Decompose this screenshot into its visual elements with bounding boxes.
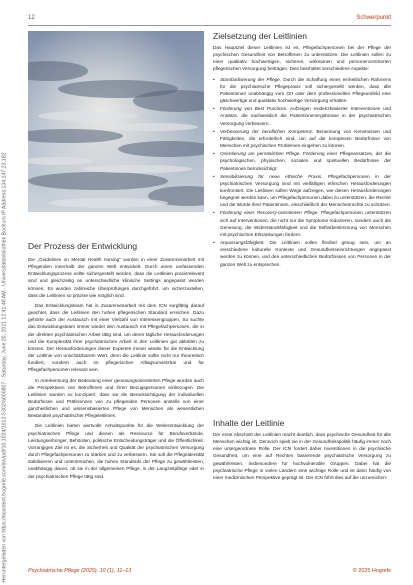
list-item — [213, 173, 391, 209]
paragraph: Der erste Abschnitt der Leitlinien macht deutlich, dass psychische Gesundheit für alle Menschen wichtig ist. Dennoch spielt sie in der Gesundheitspolitik häufig immer noch eine untergeordnete Rolle. Der ICN fordert daher Investitionen in die psychische Gesundheit, um eine auf Rechten basierende psychiatrische Versorgung zu gewährleisten, insbesondere für hochvulnerable Gruppen. Dabei hat die psychiatrische Pflege in vielen Ländern eine wichtige Rolle und ist dann häufig von einer medizinischen Perspektive geprägt ist. Der ICN führt dies auf die unzureichen- — [213, 432, 391, 480]
right-column-text — [213, 44, 391, 269]
list-item — [213, 150, 391, 171]
paragraph: Das Hauptziel dieser Leitlinien ist es, Pflegefachpersonen bei der Pflege der psychischen Gesundheit von Betroffenen zu unterstützen. Die Leitlinien sollen zu einer qualitativ hochwertigen, sicheren, wirksamen und personenzentrierten pflegerischen Versorgung beitragen. Dies beinhaltet verschiedene Aspekte: — [213, 45, 391, 72]
journal-citation: Psychiatrische Pflege (2025), 10 (1), 11–13 — [28, 568, 132, 574]
list-item-term: Verbesserung der beruflichen Kompetenz. — [220, 128, 314, 134]
list-item-term: Anpassungsfähigkeit. — [220, 240, 265, 246]
section-heading-development: Der Prozess der Entwicklung — [28, 241, 138, 251]
sky-photo-image — [28, 31, 204, 212]
sky-photo — [28, 31, 204, 212]
page-number: 12 — [28, 15, 35, 21]
objectives-list — [213, 76, 391, 268]
list-item — [213, 76, 391, 105]
list-item-term: Förderung einer Recovery-orientierten Pflege. — [220, 210, 319, 216]
section-heading-objectives: Zielsetzung der Leitlinien — [213, 31, 308, 41]
list-item-text: Durch die Schaffung eines einheitlichen Rahmens für die psychiatrische Pflegepraxis soll sichergestellt werden, dass alle Patientinnen unabhängig vom Ort oder dem professionellen Pflegeumfeld eine gleichwertige und qualitativ hochwertige Versorgung erhalten. — [220, 76, 391, 104]
list-item-text: Pflegefachpersonen unterstützen sich auf Interventionen, die nicht nur die Symptome reduzieren, sondern auch die Genesung, die Widerstandsfähigkeit und die Selbstbestimmung von Menschen mit psychischen Erkrankungen fördern. — [220, 210, 391, 237]
list-item-term: Orientierung am persönlichen Pflege. — [220, 151, 301, 157]
list-item-text: Pflegefachpersonen in der psychiatrischen Versorgung sind mit vielfältigen ethischen Herausforderungen konfrontiert. Die Leitlinien sollen Wege aufzeigen, wie diesen Herausforderungen begegnet werden kann, um Pflegefachpersonen dabei zu unterstützen, die Rechte und die Würde ihrer Patientinnen, einschließlich der Menschenrechte zu schützen. — [220, 173, 391, 208]
list-item-term: Förderung von Best Practices. — [220, 106, 288, 112]
list-item — [213, 239, 391, 268]
list-item-text: Aufzeigen evidenzbasierter Interventionen und Ansätze, die nachweislich die Patientinnenergebnisse in der psychiatrischen Versorgung verbessern. — [220, 106, 391, 126]
download-watermark — [0, 0, 9, 585]
page-header — [28, 15, 391, 25]
list-item-text: Benennung von Kenntnissen und Fähigkeiten, die erforderlich sind, um auf die komplexen Bedürfnisse von Menschen mit psychischen Problemen eingehen zu können. — [220, 128, 392, 149]
paragraph: In Anerkennung der Bedeutung einer genesungsorientierten Pflege wurden auch die Perspektiven von Betroffenen und ihren Bezugspersonen einbezogen. Die Leitlinien wurden so konzipiert, dass sie die Berücksichtigung der individuellen Bedürfnisse und Präferenzen von zu pflegenden Personen anstelle von einer ganzheitlichen und wissensbasierten Pflege von Menschen als wesentlichen Bestandteil psychiatrischer Pflegeleitlinien. — [28, 377, 204, 419]
section-heading-contents: Inhalte der Leitlinie — [213, 418, 285, 428]
contents-column-text — [213, 431, 391, 484]
section-label: Schwerpunkt — [356, 15, 391, 21]
list-item — [213, 105, 391, 126]
list-item — [213, 209, 391, 238]
page-footer — [28, 568, 391, 576]
paragraph: Die Leitlinien bieten wertvolle Anhaltspunkte für die Weiterentwicklung der psychiatrischen Pflege und dienen als Ressource für Berufsverbände, Leistungserbringer, Behörden, politische Entscheidungsträger und die Öffentlichkeit. Vorrangiges Ziel ist es, die Sicherheit und Qualität der psychiatrischen Versorgung durch Pflegefachpersonen zu stärken und zu verbessern. Sie soll die Pflegeidentität stabilisieren und unterstreichen, die hohen Standards der Pflege zu gewährleisten, unabhängig davon, ob sie in der allgemeinen Pflege, in der Langzeitpflege oder in der psychiatrischen Pflege tätig sind. — [28, 423, 204, 479]
list-item — [213, 128, 391, 149]
paragraph: Das Entwicklungsteam hat in Zusammenarbeit mit dem ICN sorgfältig darauf geachtet, dass die Leitlinien den hohen pflegerischen Standard erreichen. Dazu gehörte auch der Austausch mit einer Vielzahl von Interessengruppen. So suchte das Entwicklungsteam immer wieder den Austausch mit Pflegefachpersonen, die in der direkten psychiatrischen Arbeit tätig sind, um deren tägliche Herausforderungen und die Komplexität ihrer psychiatrischen Arbeit in den Leitlinien gut abbilden zu können. Der Herausforderungen dieser Experten immer wieder für die Entwicklung der Leitlinie von unschätzbarem Wert, denn die Leitlinie sollte nicht nur theoretisch fundiert, sondern auch im pflegerischen Alltagsumsetzbar und für Pflegefachpersonen relevant sein. — [28, 302, 204, 373]
list-item-text: Förderung einer Pflegeansatzes, der die psychologischen, physischen, sozialen und spirituellen Bedürfnisse der Patientinnen berücksichtigt. — [220, 151, 391, 171]
list-item-term: Sensibilisierung für neue ethische Praxis. — [220, 173, 323, 179]
download-watermark-text: Heruntergeladen von https://econtent.hogrefe.com/doi/pdf/10.1024/1012-5302/a000807 - Saturday, June 20, 2021 12:41:48 AM - Universitätsbibliothek Bochum IP Address:134.147.23.182 — [1, 152, 8, 583]
list-item-text: Die Leitlinien sollen flexibel genug sein, um an verschiedene kulturelle Kontexte und Gesundheitseinrichtungen angepasst werden zu können, und den unterschiedlichen Bedürfnissen von Personen in der ganzen Welt zu entsprechen. — [220, 240, 391, 267]
list-item-term: Standardisierung der Pflege. — [220, 76, 282, 82]
left-column-text — [28, 256, 204, 483]
paragraph: Die „Guidelines on Mental Health nursing“ wurden in einer Zusammenarbeit mit Pflegenden innerhalb der ganzen Welt entwickelt. Durch einen umfassenden Entwicklungsprozess sollte sichergestellt werden, dass die Leitlinien praxisrelevant sind und gleichzeitig an unterschiedliche klinische Settings angepasst werden können. Es wurden zahlreiche Überprüfungen durchgeführt, um sicherzustellen, dass die Leitlinien so präzise wie möglich sind. — [28, 257, 204, 298]
header-rule — [28, 25, 391, 26]
copyright-notice: © 2025 Hogrefe — [352, 568, 391, 574]
